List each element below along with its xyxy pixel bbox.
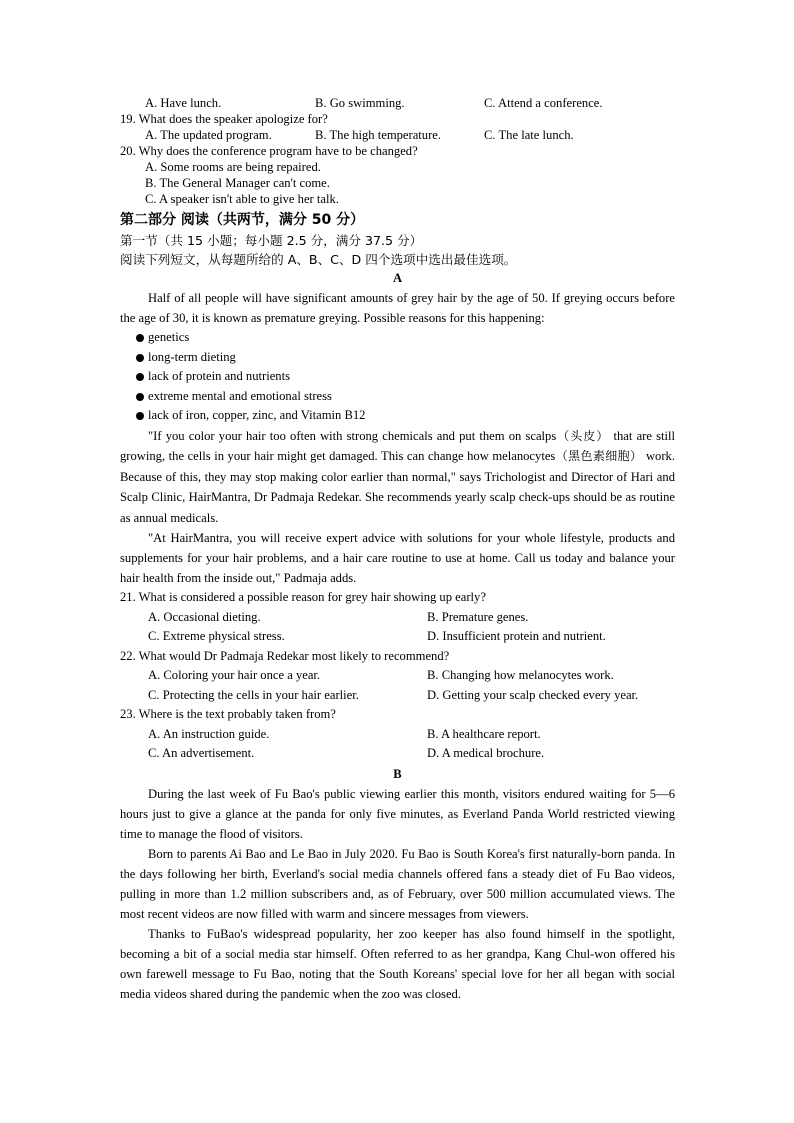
- bullet-icon: [136, 334, 144, 342]
- q20-option-a: A. Some rooms are being repaired.: [145, 160, 321, 174]
- passage-b-para2: Born to parents Ai Bao and Le Bao in July 2020. Fu Bao is South Korea's first naturally-born panda. In the days following her birth, Everland's social media channels offered fans a steady diet of Fu Bao videos, pulling in more than 1.2 million subscribers and, as of February, over 500 million accumulated views. The most recent videos are now filled with warm and sincere messages from viewers.: [120, 846, 675, 921]
- passage-a-para1: Half of all people will have significant amounts of grey hair by the age of 50. If greying occurs before the age of 30, it is known as premature greying. Possible reasons for this happening:: [120, 291, 675, 325]
- option-b: B. Changing how melanocytes work.: [427, 668, 614, 682]
- q20-question: 20. Why does the conference program have to be changed?: [120, 144, 418, 158]
- q20-option-b: B. The General Manager can't come.: [145, 176, 330, 190]
- q22-options-row1: [120, 666, 675, 686]
- bullet-icon: [136, 393, 144, 401]
- q23-options-row1: [120, 725, 675, 745]
- passage-a-label: A: [392, 271, 403, 285]
- option-b: B. Premature genes.: [427, 609, 529, 624]
- option-c: C. The late lunch.: [484, 128, 574, 142]
- bullet-icon: [136, 354, 144, 362]
- page-content: [120, 95, 675, 1004]
- reading-instruction: 阅读下列短文，从每题所给的 A、B、C、D 四个选项中选出最佳选项。: [120, 252, 517, 267]
- option-b: B. Go swimming.: [315, 96, 405, 110]
- bullet-icon: [136, 412, 144, 420]
- q18-options: [120, 95, 675, 111]
- option-b: B. The high temperature.: [315, 128, 442, 142]
- option-b: B. A healthcare report.: [427, 726, 541, 741]
- section1-heading: 第一节（共 15 小题；每小题 2.5 分，满分 37.5 分）: [120, 233, 423, 248]
- q23-options-row2: [120, 744, 675, 764]
- option-c: C. An advertisement.: [148, 746, 255, 760]
- option-c: C. Protecting the cells in your hair earlier.: [148, 687, 359, 702]
- list-item: long-term dieting: [120, 348, 675, 368]
- passage-b-para3: Thanks to FuBao's widespread popularity, her zoo keeper has also found himself in the spotlight, becoming a bit of a social media star himself. Often referred to as her grandpa, Kang Chul-won offered his own farewell message to Fu Bao, noting that the South Koreans' special love for her all began with social media videos shared during the pandemic when the zoo was closed.: [120, 926, 675, 1001]
- option-c: C. Attend a conference.: [484, 96, 603, 110]
- q21-question: 21. What is considered a possible reason for grey hair showing up early?: [120, 590, 486, 604]
- q19-question: 19. What does the speaker apologize for?: [120, 112, 328, 126]
- option-a: A. Coloring your hair once a year.: [148, 668, 321, 682]
- gloss-scalp: （头皮）: [556, 428, 610, 443]
- passage-a-para3: "At HairMantra, you will receive expert advice with solutions for your whole lifestyle, products and supplements for your hair problems, and a hair care routine to use at home. Call us today and balance your hair health from the inside out," Padmaja adds.: [120, 531, 675, 585]
- q22-options-row2: [120, 686, 675, 706]
- q22-question: 22. What would Dr Padmaja Redekar most likely to recommend?: [120, 648, 450, 663]
- bullet-icon: [136, 373, 144, 381]
- option-a: A. Occasional dieting.: [148, 609, 261, 624]
- passage-a-para2: "If you color your hair too often with strong chemicals and put them on scalps（头皮） that are still growing, the cells in your hair might get damaged. This can change how melanocytes（黑色素细胞） work. Because of this, they may stop making color earlier than normal," says Trichologist and Director of Hari and Scalp Clinic, HairMantra, Dr Padmaja Redekar. She recommends yearly scalp check-ups should be as routine as annual medicals.: [120, 428, 675, 525]
- list-item: lack of iron, copper, zinc, and Vitamin B12: [120, 406, 675, 426]
- q21-options-row2: [120, 627, 675, 647]
- passage-b-para1: During the last week of Fu Bao's public viewing earlier this month, visitors endured waiting for 5—6 hours just to give a glance at the panda for only five minutes, as Everland Panda World restricted viewing time to manage the flood of visitors.: [120, 786, 675, 841]
- reasons-list: [120, 328, 675, 426]
- option-d: D. Getting your scalp checked every year.: [427, 687, 639, 702]
- passage-b-label: B: [393, 766, 402, 781]
- q21-options-row1: [120, 608, 675, 628]
- list-item: extreme mental and emotional stress: [120, 387, 675, 407]
- option-d: D. Insufficient protein and nutrient.: [427, 629, 606, 643]
- list-item: genetics: [120, 328, 675, 348]
- q20-option-c: C. A speaker isn't able to give her talk.: [145, 192, 339, 206]
- option-a: A. An instruction guide.: [148, 726, 270, 741]
- option-a: A. The updated program.: [145, 128, 272, 142]
- option-c: C. Extreme physical stress.: [148, 629, 285, 643]
- part2-title: 第二部分 阅读（共两节，满分 50 分）: [120, 212, 365, 228]
- list-item: lack of protein and nutrients: [120, 367, 675, 387]
- option-d: D. A medical brochure.: [427, 746, 545, 760]
- q19-options: [120, 127, 675, 143]
- gloss-melanocytes: （黑色素细胞）: [555, 449, 643, 463]
- option-a: A. Have lunch.: [145, 96, 222, 110]
- q23-question: 23. Where is the text probably taken from?: [120, 707, 336, 721]
